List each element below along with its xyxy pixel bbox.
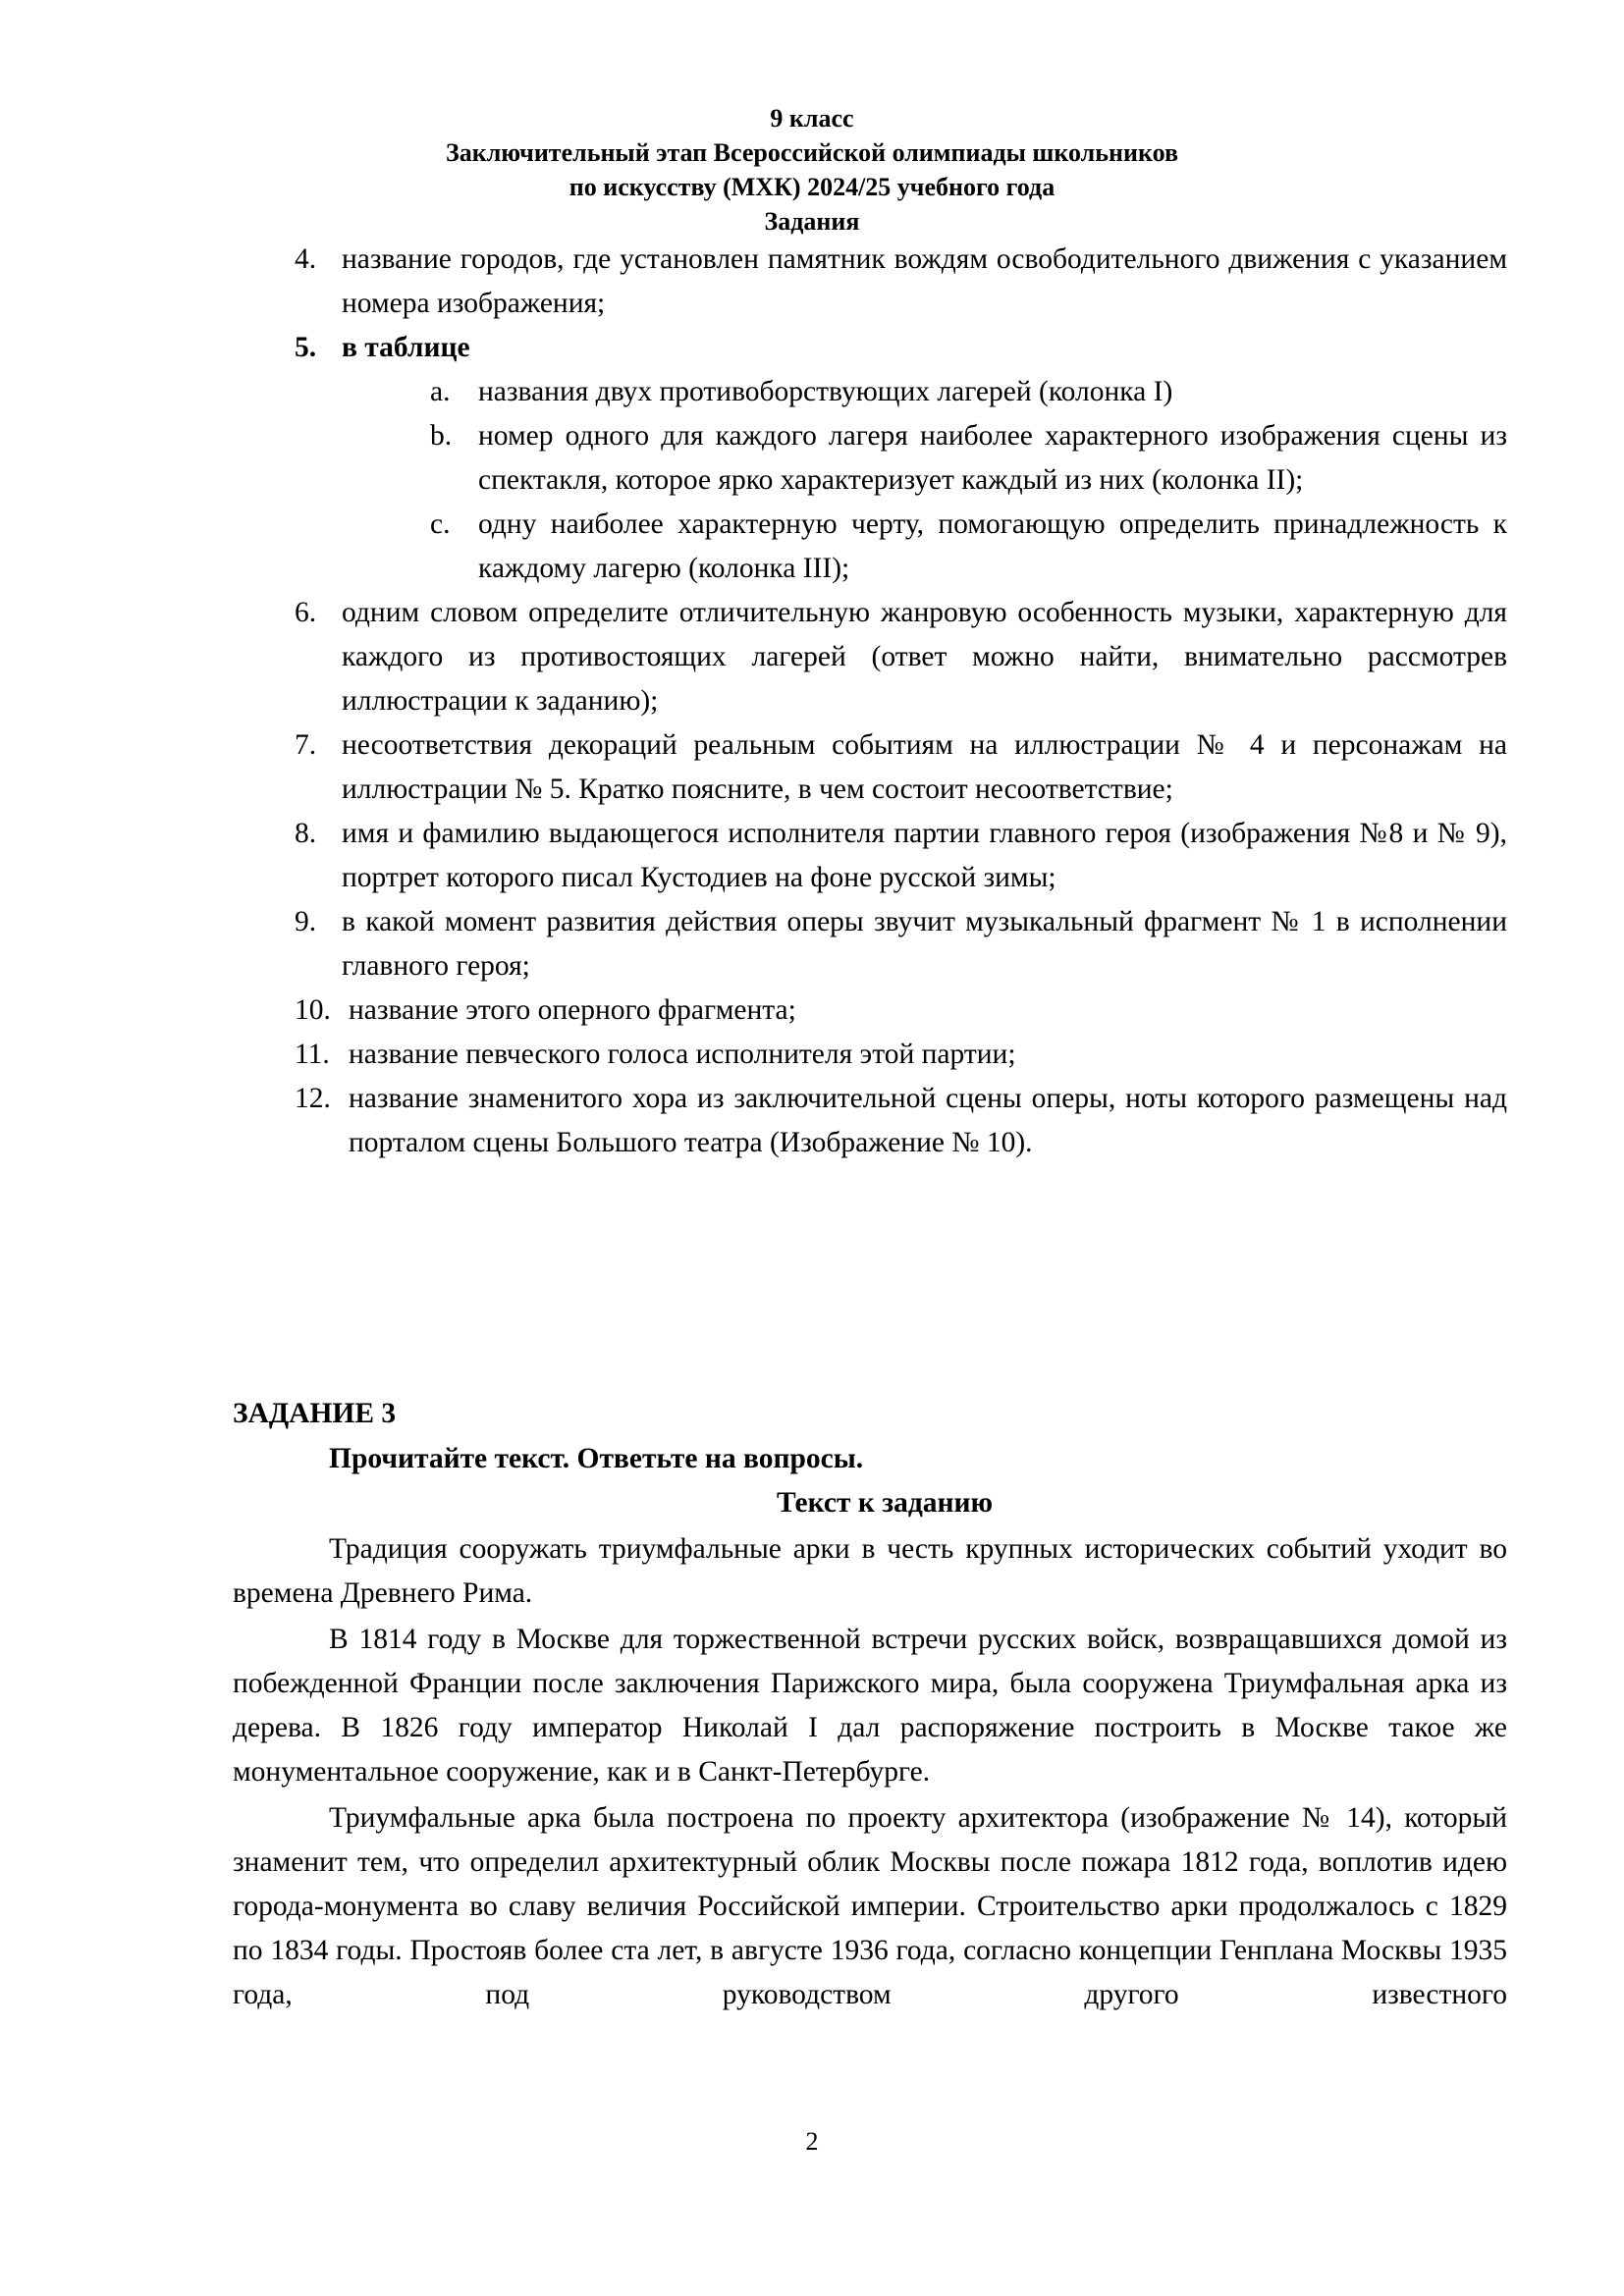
list-number: 8. [295, 818, 317, 849]
sublist-letter: c. [430, 508, 451, 540]
list-number: 12. [295, 1083, 331, 1114]
header-stage: Заключительный этап Всероссийской олимпиады школьников [445, 138, 1178, 167]
list-item-text: несоответствия декораций реальным событиям на иллюстрации № 4 и персонажам на иллюстрации № 5. Кратко поясните, в чем состоит несоответствие; [342, 729, 1507, 805]
list-item-5 [295, 326, 1507, 370]
page-number: 2 [805, 2127, 819, 2156]
sublist-item-c [430, 503, 1507, 591]
task-instruction: Прочитайте текст. Ответьте на вопросы. [329, 1443, 864, 1474]
page-header [0, 101, 1624, 239]
header-grade: 9 класс [770, 104, 854, 133]
list-item-text: имя и фамилию выдающегося исполнителя партии главного героя (изображения №8 и № 9), портрет которого писал Кустодиев на фоне русской зимы; [342, 818, 1507, 893]
list-item-text: название этого оперного фрагмента; [349, 994, 796, 1026]
list-item-text: одним словом определите отличительную жанровую особенность музыки, характерную для каждого из противостоящих лагерей (ответ можно найти, внимательно рассмотрев иллюстрации к заданию); [342, 597, 1507, 717]
list-item-6 [295, 591, 1507, 723]
list-item-4 [295, 238, 1507, 326]
list-item-12 [295, 1077, 1507, 1165]
sublist-item-text: названия двух противоборствующих лагерей (колонка I) [478, 376, 1173, 407]
list-number: 6. [295, 597, 317, 628]
task-title: ЗАДАНИЕ 3 [233, 1398, 397, 1429]
task-paragraph: Традиция сооружать триумфальные арки в честь крупных исторических событий уходит во времена Древнего Рима. [233, 1533, 1507, 1609]
list-item-7 [295, 723, 1507, 812]
list-number: 5. [295, 332, 317, 363]
list-item-11 [295, 1033, 1507, 1077]
task-paragraph: Триумфальные арка была построена по проекту архитектора (изображение № 14), который знаменит тем, что определил архитектурный облик Москвы после пожара 1812 года, воплотив идею города-монумента во славу величия Российской империи. Строительство арки продолжалось с 1829 по 1834 годы. Простояв более ста лет, в августе 1936 года, согласно концепции Генплана Москвы 1935 года, под руководством другого известного [233, 1802, 1507, 2010]
task-subtitle: Текст к заданию [777, 1487, 994, 1519]
sublist-item-text: номер одного для каждого лагеря наиболее характерного изображения сцены из спектакля, которое ярко характеризует каждый из них (колонка II); [478, 420, 1507, 496]
task-list [295, 238, 1507, 1165]
list-item-text: название певческого голоса исполнителя этой партии; [349, 1039, 1016, 1070]
header-subject: по искусству (МХК) 2024/25 учебного года [568, 173, 1056, 201]
sublist-item-a [430, 370, 1507, 414]
list-item-text: название знаменитого хора из заключительной сцены оперы, ноты которого размещены над порталом сцены Большого театра (Изображение № 10). [349, 1083, 1507, 1158]
header-section: Задания [764, 207, 860, 236]
list-number: 7. [295, 729, 317, 761]
list-item-text: название городов, где установлен памятник вождям освободительного движения с указанием номера изображения; [342, 243, 1507, 319]
list-item-text: в какой момент развития действия оперы звучит музыкальный фрагмент № 1 в исполнении главного героя; [342, 906, 1507, 982]
sublist-letter: b. [430, 420, 453, 452]
list-number: 4. [295, 243, 317, 275]
list-item-9 [295, 900, 1507, 988]
list-item-10 [295, 988, 1507, 1033]
sublist-item-b [430, 414, 1507, 503]
list-number: 11. [295, 1039, 330, 1070]
sublist-item-text: одну наиболее характерную черту, помогающую определить принадлежность к каждому лагерю (колонка III); [478, 508, 1507, 584]
task-paragraph: В 1814 году в Москве для торжественной встречи русских войск, возвращавшихся домой из побежденной Франции после заключения Парижского мира, была сооружена Триумфальная арка из дерева. В 1826 году император Николай I дал распоряжение построить в Москве такое же монументальное сооружение, как и в Санкт-Петербурге. [233, 1624, 1507, 1788]
list-item-text: в таблице [342, 332, 470, 363]
list-item-8 [295, 812, 1507, 900]
task-3-section [233, 1392, 1507, 2017]
list-number: 10. [295, 994, 331, 1026]
sublist-letter: a. [430, 376, 451, 407]
list-number: 9. [295, 906, 317, 937]
